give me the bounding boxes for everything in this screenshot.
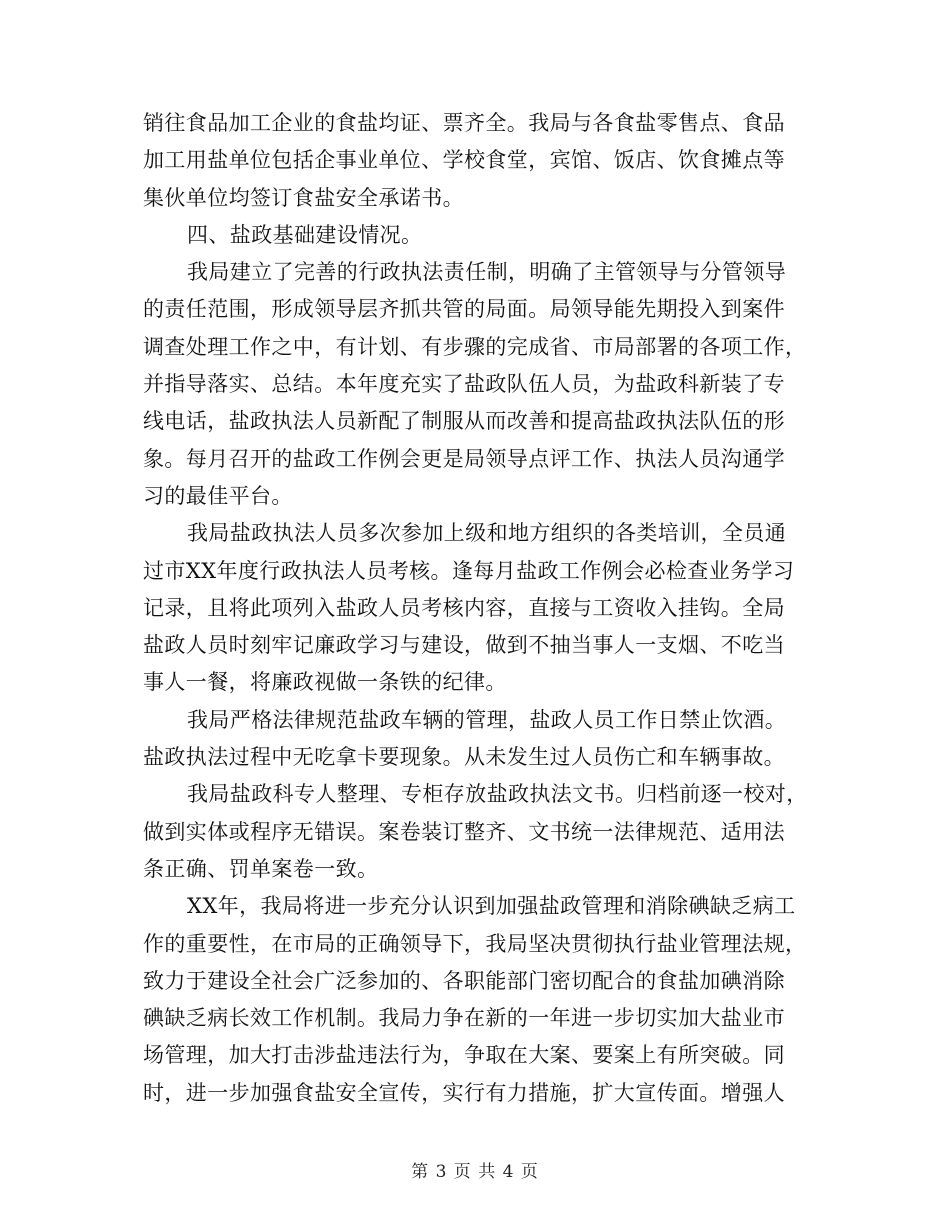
text-line: 场管理，加大打击涉盐违法行为，争取在大案、要案上有所突破。同 (143, 1043, 785, 1068)
text-line: 习的最佳平台。 (143, 483, 293, 508)
page-footer: 第 3 页 共 4 页 (411, 1162, 539, 1182)
text-line: 记录，且将此项列入盐政人员考核内容，直接与工资收入挂钩。全局 (143, 595, 785, 620)
text-line: 碘缺乏病长效工作机制。我局力争在新的一年进一步切实加大盐业市 (143, 1006, 785, 1031)
text-line: 销往食品加工企业的食盐均证、票齐全。我局与各食盐零售点、食品 (143, 111, 785, 135)
text-line: 的责任范围，形成领导层齐抓共管的局面。局领导能先期投入到案件 (143, 297, 785, 322)
text-line: 调查处理工作之中，有计划、有步骤的完成省、市局部署的各项工作， (143, 334, 807, 359)
text-line: 时，进一步加强食盐安全宣传，实行有力措施，扩大宣传面。增强人 (143, 1080, 785, 1105)
text-line: 我局建立了完善的行政执法责任制，明确了主管领导与分管领导 (187, 260, 787, 285)
text-line: 我局盐政执法人员多次参加上级和地方组织的各类培训，全员通 (187, 521, 787, 546)
text-line: 我局盐政科专人整理、专柜存放盐政执法文书。归档前逐一校对， (187, 782, 808, 807)
text-line: 条正确、罚单案卷一致。 (143, 856, 379, 881)
text-line: 并指导落实、总结。本年度充实了盐政队伍人员，为盐政科新装了专 (143, 372, 785, 397)
text-line: 盐政执法过程中无吃拿卡要现象。从未发生过人员伤亡和车辆事故。 (143, 745, 785, 770)
section-heading: 四、盐政基础建设情况。 (187, 222, 423, 247)
text-line: 我局严格法律规范盐政车辆的管理，盐政人员工作日禁止饮酒。 (187, 707, 787, 732)
text-line: 加工用盐单位包括企事业单位、学校食堂，宾馆、饭店、饮食摊点等 (143, 148, 785, 173)
text-line: 作的重要性，在市局的正确领导下，我局坚决贯彻执行盐业管理法规， (143, 931, 807, 956)
text-line: 做到实体或程序无错误。案卷装订整齐、文书统一法律规范、适用法 (143, 819, 785, 844)
text-line: 致力于建设全社会广泛参加的、各职能部门密切配合的食盐加碘消除 (143, 968, 785, 993)
text-line: 线电话，盐政执法人员新配了制服从而改善和提高盐政执法队伍的形 (143, 409, 785, 434)
text-line: XX年，我局将进一步充分认识到加强盐政管理和消除碘缺乏病工 (187, 894, 796, 919)
text-line: 盐政人员时刻牢记廉政学习与建设，做到不抽当事人一支烟、不吃当 (143, 633, 785, 658)
text-line: 事人一餐，将廉政视做一条铁的纪律。 (143, 670, 507, 695)
text-line: 集伙单位均签订食盐安全承诺书。 (143, 185, 464, 210)
text-line: 象。每月召开的盐政工作例会更是局领导点评工作、执法人员沟通学 (143, 446, 785, 471)
body-text (143, 105, 808, 1112)
text-line: 过市XX年度行政执法人员考核。逢每月盐政工作例会必检查业务学习 (143, 558, 795, 583)
